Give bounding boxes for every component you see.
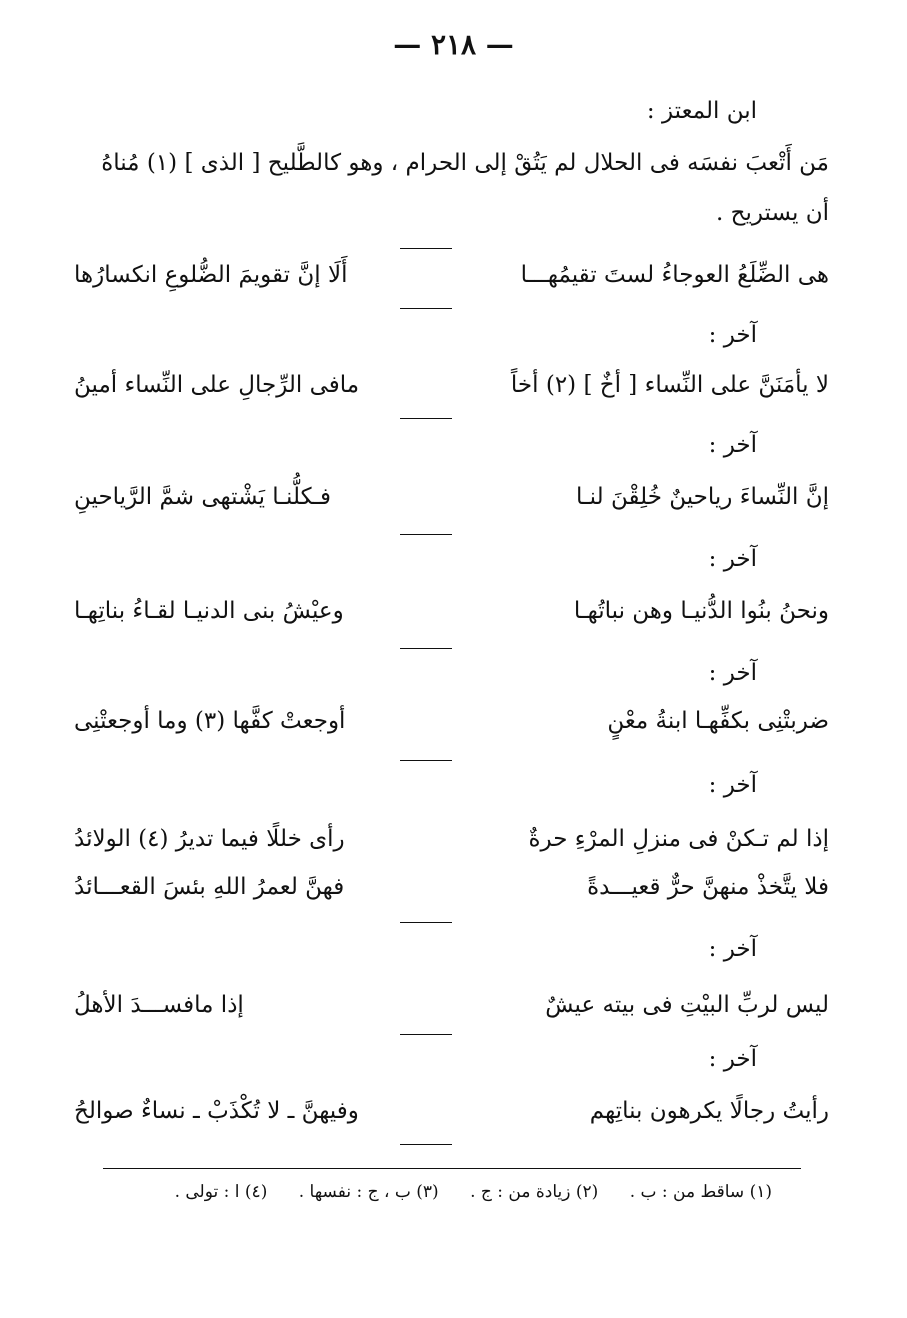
verse-first-hemistich: إذا لم تـكنْ فى منزلِ المرْءِ حرةٌ	[528, 826, 829, 852]
poet-heading: آخر :	[708, 660, 757, 686]
poet-heading: آخر :	[708, 546, 757, 572]
footnote: (٤) ا : تولى .	[174, 1182, 268, 1202]
verse-line	[74, 708, 829, 742]
verse-line	[74, 372, 829, 406]
page-number: — ٢١٨ —	[393, 28, 514, 61]
verse-line	[74, 598, 829, 632]
verse-second-hemistich: إذا مافســـدَ الأهلُ	[74, 992, 244, 1018]
verse-second-hemistich: مافى الرِّجالِ على النِّساء أمينُ	[74, 372, 360, 398]
verse-line	[74, 262, 829, 296]
footnote: (١) ساقط من : ب .	[629, 1182, 772, 1202]
verse-dash	[400, 648, 452, 649]
verse-line	[74, 874, 829, 908]
verse-first-hemistich: هى الضِّلَعُ العوجاءُ لستَ تقيمُهـــا	[520, 262, 829, 288]
verse-dash	[400, 248, 452, 249]
verse-dash	[400, 922, 452, 923]
poet-heading: آخر :	[708, 432, 757, 458]
verse-dash	[400, 1144, 452, 1145]
verse-first-hemistich: رأيتُ رجالًا يكرهون بناتِهم	[589, 1098, 829, 1124]
verse-first-hemistich: ونحنُ بنُوا الدُّنيـا وهن نباتُهـا	[573, 598, 829, 624]
verse-second-hemistich: فهنَّ لعمرُ اللهِ بئسَ القعـــائدُ	[74, 874, 345, 900]
verse-line	[74, 826, 829, 860]
prose-line: أن يستريح .	[715, 200, 829, 226]
verse-second-hemistich: أوجعتْ كفَّها (٣) وما أوجعتْنِى	[74, 708, 346, 734]
poet-heading: آخر :	[708, 772, 757, 798]
verse-line	[74, 992, 829, 1026]
verse-second-hemistich: فـكلُّنـا يَشْتهى شمَّ الرَّياحينِ	[74, 484, 332, 510]
verse-first-hemistich: لا يأمَنَنَّ على النِّساء [ أخٌ ] (٢) أخاً	[510, 372, 829, 398]
poet-heading: آخر :	[708, 936, 757, 962]
verse-dash	[400, 1034, 452, 1035]
verse-dash	[400, 308, 452, 309]
verse-dash	[400, 534, 452, 535]
verse-line	[74, 1098, 829, 1132]
poet-heading: آخر :	[708, 322, 757, 348]
verse-second-hemistich: وفيهنَّ ـ لا تُكْذَبْ ـ نساءٌ صوالحُ	[74, 1098, 359, 1124]
verse-first-hemistich: إنَّ النِّساءَ رياحينٌ خُلِقْنَ لنـا	[575, 484, 829, 510]
verse-second-hemistich: أَلَا إنَّ تقويمَ الضُّلوعِ انكسارُها	[74, 262, 348, 288]
verse-first-hemistich: ليس لربِّ البيْتِ فى بيته عيشٌ	[545, 992, 829, 1018]
verse-first-hemistich: فلا يتَّخذْ منهنَّ حرٌّ قعيـــدةً	[587, 874, 829, 900]
verse-second-hemistich: رأى خللًا فيما تديرُ (٤) الولائدُ	[74, 826, 345, 852]
verse-first-hemistich: ضربتْنِى بكفِّهـا ابنةُ معْنٍ	[607, 708, 829, 734]
verse-dash	[400, 760, 452, 761]
footnote: (٢) زيادة من : ج .	[470, 1182, 599, 1202]
poet-heading: ابن المعتز :	[646, 98, 757, 124]
verse-second-hemistich: وعيْشُ بنى الدنيـا لقـاءُ بناتِهـا	[74, 598, 344, 624]
verse-line	[74, 484, 829, 518]
footnote: (٣) ب ، ج : نفسها .	[298, 1182, 439, 1202]
verse-dash	[400, 418, 452, 419]
poet-heading: آخر :	[708, 1046, 757, 1072]
prose-line: مَن أَتْعبَ نفسَه فى الحلال لم يَتُقْ إلى الحرام ، وهو كالطَّليح [ الذى ] (١) مُناهُ	[101, 150, 829, 176]
footnote-rule	[103, 1168, 801, 1169]
footnotes	[149, 1182, 772, 1202]
